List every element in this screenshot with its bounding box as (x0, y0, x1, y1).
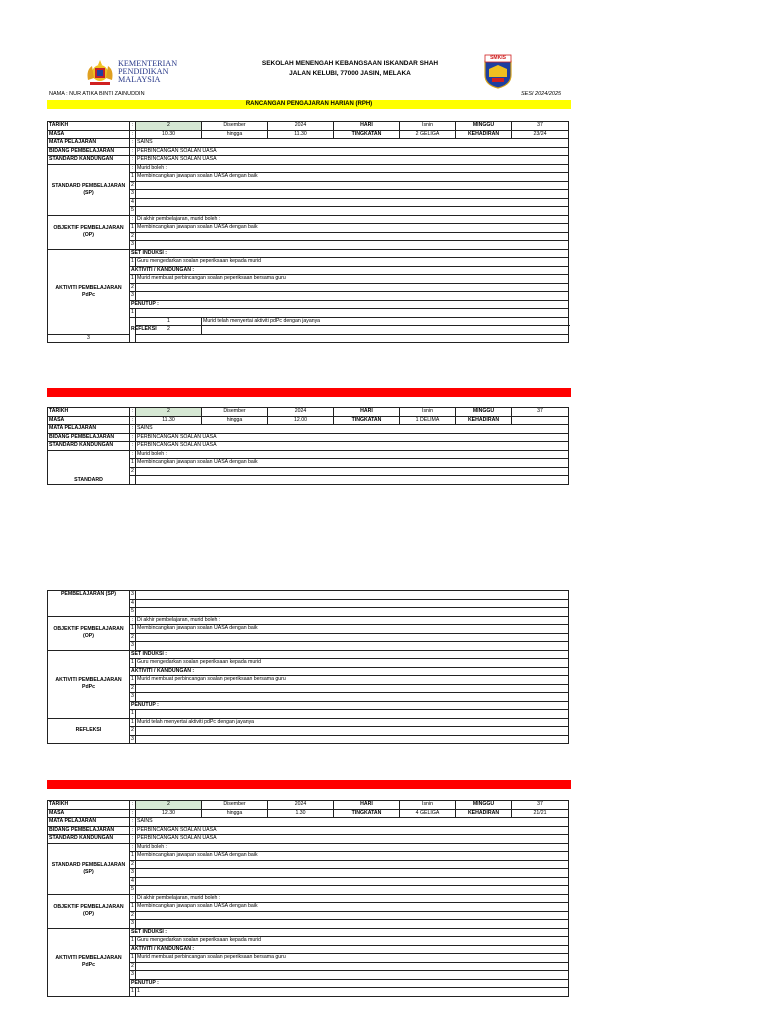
minggu-value: 37 (512, 122, 569, 131)
tarikh-day: 2 (136, 122, 202, 131)
refleksi-item-1: Murid telah menyertai aktiviti pdPc dengan jayanya (136, 718, 569, 727)
aktiviti-kandungan-heading: AKTIVITI / KANDUNGAN : (130, 667, 569, 676)
bidang-value: PERBINCANGAN SOALAN UASA (136, 826, 569, 835)
aktiviti-item-3 (136, 971, 569, 980)
label-tarikh: TARIKH (48, 801, 130, 810)
standard-kandungan-value: PERBINCANGAN SOALAN UASA (136, 442, 569, 451)
label-minggu: MINGGU (456, 122, 512, 131)
label-tingkatan: TINGKATAN (334, 130, 400, 139)
sp-item-1: Membincangkan jawapan soalan UASA dengan baik (136, 852, 569, 861)
rph-table-1: TARIKH : 2 Disember 2024 HARI Isnin MINGGU 37 MASA : 10.30 hingga 11.30 TINGKATAN 2 GELIGA KEHADIRAN 23/24 MATA PELAJARAN : SAINS BIDANG PEMBELAJARAN : PERBINCANGAN SOALAN UASA STANDARD KANDUNGAN : PERBINCANGAN SOALAN UASA STANDARD PEMBELAJARAN (SP) : Murid boleh : 1 Membincangkan jawapan soalan UASA dengan baik 2 3 4 5 OBJEKTIF PEMBELAJARAN (OP) : Di akhir pembelajaran, murid boleh : 1 Membincangkan jawapan soalan UASA dengan baik 2 3 AKTIVITI PEMBELAJARAN PdPc SET INDUKSI : 1 Guru mengedarkan soalan peperiksaan kepada murid AKTIVITI / KANDUNGAN : 1 Murid membuat perbincangan soalan peperiksaan bersama guru 2 3 PENUTUP : 1 REFLEKSI 1 Murid telah menyertai aktiviti pdPc dengan jayanya 2 3 (47, 121, 569, 343)
sp-intro: Murid boleh : (136, 843, 569, 852)
minggu-value: 37 (512, 801, 569, 810)
op-item-3 (136, 920, 569, 929)
sp-item-5 (136, 886, 569, 895)
aktiviti-item-1: Murid membuat perbincangan soalan peperiksaan bersama guru (136, 676, 569, 685)
page-title: RANCANGAN PENGAJARAN HARIAN (RPH) (47, 100, 571, 109)
label-hari: HARI (334, 122, 400, 131)
penutup-heading: PENUTUP : (130, 300, 569, 309)
sp-item-1: Membincangkan jawapan soalan UASA dengan baik (136, 459, 569, 468)
sp-item-1: Membincangkan jawapan soalan UASA dengan baik (136, 173, 569, 182)
masa-start: 11.30 (136, 416, 202, 425)
label-objektif: OBJEKTIF PEMBELAJARAN (OP) (48, 616, 130, 650)
aktiviti-item-1: Murid membuat perbincangan soalan peperiksaan bersama guru (136, 954, 569, 963)
sp-intro: Murid boleh : (136, 450, 569, 459)
op-item-1: Membincangkan jawapan soalan UASA dengan baik (136, 224, 569, 233)
label-standard-pembelajaran-bottom: PEMBELAJARAN (SP) (48, 591, 130, 617)
teacher-name: NAMA : NUR ATIKA BINTI ZAINUDDIN (49, 91, 145, 97)
masa-hingga: hingga (202, 130, 268, 139)
masa-end: 12.00 (268, 416, 334, 425)
school-address: JALAN KELUBI, 77000 JASIN, MELAKA (289, 70, 411, 77)
tarikh-day: 2 (136, 801, 202, 810)
set-induksi-heading: SET INDUKSI : (130, 928, 569, 937)
label-hari: HARI (334, 801, 400, 810)
label-mata-pelajaran: MATA PELAJARAN (48, 425, 130, 434)
penutup-heading: PENUTUP : (130, 701, 569, 710)
kpm-line2: PENDIDIKAN (118, 67, 169, 76)
set-induksi-item: Guru mengedarkan soalan peperiksaan kepada murid (136, 659, 569, 668)
minggu-value: 37 (512, 408, 569, 417)
label-minggu: MINGGU (456, 408, 512, 417)
aktiviti-kandungan-heading: AKTIVITI / KANDUNGAN : (130, 945, 569, 954)
tingkatan-value: 2 GELIGA (400, 130, 456, 139)
op-intro: Di akhir pembelajaran, murid boleh : (136, 894, 569, 903)
label-aktiviti: AKTIVITI PEMBELAJARAN PdPc (48, 650, 130, 718)
penutup-item-1: 1 (136, 988, 569, 997)
label-kehadiran: KEHADIRAN (456, 416, 512, 425)
bidang-value: PERBINCANGAN SOALAN UASA (136, 433, 569, 442)
label-bidang: BIDANG PEMBELAJARAN (48, 147, 130, 156)
refleksi-item-1: Murid telah menyertai aktiviti pdPc dengan jayanya (202, 317, 569, 326)
sp-item-2 (136, 860, 569, 869)
kehadiran-value: 21/21 (512, 809, 569, 818)
label-standard-kandungan: STANDARD KANDUNGAN (48, 442, 130, 451)
label-standard-pembelajaran: STANDARD PEMBELAJARAN (SP) (48, 164, 130, 215)
label-bidang: BIDANG PEMBELAJARAN (48, 826, 130, 835)
tingkatan-value: 4 GELIGA (400, 809, 456, 818)
label-standard-pembelajaran-top: STANDARD (48, 450, 130, 484)
school-name: SEKOLAH MENENGAH KEBANGSAAN ISKANDAR SHAH (261, 60, 439, 67)
sp-item-3 (136, 869, 569, 878)
label-standard-kandungan: STANDARD KANDUNGAN (48, 835, 130, 844)
standard-kandungan-value: PERBINCANGAN SOALAN UASA (136, 156, 569, 165)
aktiviti-item-2 (136, 962, 569, 971)
smkis-label: SMKIS (490, 55, 506, 61)
set-induksi-heading: SET INDUKSI : (130, 249, 569, 258)
rph-table-2: TARIKH : 2 Disember 2024 HARI Isnin MINGGU 37 MASA : 11.30 hingga 12.00 TINGKATAN 1 DELIMA KEHADIRAN MATA PELAJARAN : SAINS BIDANG PEMBELAJARAN : PERBINCANGAN SOALAN UASA STANDARD KANDUNGAN : PERBINCANGAN SOALAN UASA STANDARD : Murid boleh : 1 Membincangkan jawapan soalan UASA dengan baik 2 (47, 407, 569, 485)
hari-value: Isnin (400, 408, 456, 417)
kpm-line3: MALAYSIA (118, 75, 161, 84)
aktiviti-kandungan-heading: AKTIVITI / KANDUNGAN : (130, 266, 569, 275)
tarikh-month: Disember (202, 408, 268, 417)
masa-hingga: hingga (202, 416, 268, 425)
tarikh-month: Disember (202, 801, 268, 810)
masa-end: 1.30 (268, 809, 334, 818)
set-induksi-heading: SET INDUKSI : (130, 650, 569, 659)
label-aktiviti: AKTIVITI PEMBELAJARAN PdPc (48, 928, 130, 996)
op-intro: Di akhir pembelajaran, murid boleh : (136, 215, 569, 224)
label-masa: MASA (48, 130, 130, 139)
tarikh-year: 2024 (268, 122, 334, 131)
hari-value: Isnin (400, 122, 456, 131)
sp-intro: Murid boleh : (136, 164, 569, 173)
kehadiran-value: 23/24 (512, 130, 569, 139)
aktiviti-item-1: Murid membuat perbincangan soalan peperiksaan bersama guru (136, 275, 569, 284)
sp-item-4 (136, 877, 569, 886)
label-masa: MASA (48, 416, 130, 425)
session-year: SESI 2024/2025 (521, 91, 562, 97)
label-mata-pelajaran: MATA PELAJARAN (48, 139, 130, 148)
label-standard-kandungan: STANDARD KANDUNGAN (48, 156, 130, 165)
hari-value: Isnin (400, 801, 456, 810)
rph-table-2-continued: PEMBELAJARAN (SP) 3 4 5 OBJEKTIF PEMBELAJARAN (OP) : Di akhir pembelajaran, murid boleh : 1 Membincangkan jawapan soalan UASA dengan baik 2 3 AKTIVITI PEMBELAJARAN PdPc SET INDUKSI : 1 Guru mengedarkan soalan peperiksaan kepada murid AKTIVITI / KANDUNGAN : 1 Murid membuat perbincangan soalan peperiksaan bersama guru 2 3 PENUTUP : 1 REFLEKSI 1 Murid telah menyertai aktiviti pdPc dengan jayanya 2 3 (47, 590, 569, 744)
standard-kandungan-value: PERBINCANGAN SOALAN UASA (136, 835, 569, 844)
label-tingkatan: TINGKATAN (334, 416, 400, 425)
label-hari: HARI (334, 408, 400, 417)
mata-pelajaran-value: SAINS (136, 139, 569, 148)
label-kehadiran: KEHADIRAN (456, 130, 512, 139)
op-intro: Di akhir pembelajaran, murid boleh : (136, 616, 569, 625)
masa-start: 10.30 (136, 130, 202, 139)
masa-start: 12.30 (136, 809, 202, 818)
label-tarikh: TARIKH (48, 408, 130, 417)
label-objektif: OBJEKTIF PEMBELAJARAN (OP) (48, 215, 130, 249)
op-item-1: Membincangkan jawapan soalan UASA dengan baik (136, 625, 569, 634)
label-objektif: OBJEKTIF PEMBELAJARAN (OP) (48, 894, 130, 928)
mata-pelajaran-value: SAINS (136, 818, 569, 827)
mata-pelajaran-value: SAINS (136, 425, 569, 434)
tarikh-month: Disember (202, 122, 268, 131)
rph-table-3: TARIKH : 2 Disember 2024 HARI Isnin MINGGU 37 MASA : 12.30 hingga 1.30 TINGKATAN 4 GELIGA KEHADIRAN 21/21 MATA PELAJARAN : SAINS BIDANG PEMBELAJARAN : PERBINCANGAN SOALAN UASA STANDARD KANDUNGAN : PERBINCANGAN SOALAN UASA STANDARD PEMBELAJARAN (SP) : Murid boleh : 1 Membincangkan jawapan soalan UASA dengan baik 2 3 4 5 OBJEKTIF PEMBELAJARAN (OP) : Di akhir pembelajaran, murid boleh : 1 Membincangkan jawapan soalan UASA dengan baik 2 3 AKTIVITI PEMBELAJARAN PdPc SET INDUKSI : 1 Guru mengedarkan soalan peperiksaan kepada murid AKTIVITI / KANDUNGAN : 1 Murid membuat perbincangan soalan peperiksaan bersama guru 2 3 PENUTUP : 1 1 (47, 800, 569, 997)
masa-end: 11.30 (268, 130, 334, 139)
set-induksi-item: Guru mengedarkan soalan peperiksaan kepada murid (136, 258, 569, 267)
op-item-2 (136, 911, 569, 920)
label-bidang: BIDANG PEMBELAJARAN (48, 433, 130, 442)
tarikh-day: 2 (136, 408, 202, 417)
label-kehadiran: KEHADIRAN (456, 809, 512, 818)
op-item-1: Membincangkan jawapan soalan UASA dengan baik (136, 903, 569, 912)
kpm-line1: KEMENTERIAN (118, 59, 178, 68)
penutup-heading: PENUTUP : (130, 979, 569, 988)
label-minggu: MINGGU (456, 801, 512, 810)
masa-hingga: hingga (202, 809, 268, 818)
label-standard-pembelajaran: STANDARD PEMBELAJARAN (SP) (48, 843, 130, 894)
label-aktiviti: AKTIVITI PEMBELAJARAN PdPc (48, 249, 130, 334)
bidang-value: PERBINCANGAN SOALAN UASA (136, 147, 569, 156)
label-masa: MASA (48, 809, 130, 818)
label-refleksi: REFLEKSI (48, 718, 130, 744)
label-tingkatan: TINGKATAN (334, 809, 400, 818)
label-tarikh: TARIKH (48, 122, 130, 131)
label-refleksi: REFLEKSI (130, 317, 136, 343)
tarikh-year: 2024 (268, 801, 334, 810)
tarikh-year: 2024 (268, 408, 334, 417)
set-induksi-item: Guru mengedarkan soalan peperiksaan kepada murid (136, 937, 569, 946)
tingkatan-value: 1 DELIMA (400, 416, 456, 425)
label-mata-pelajaran: MATA PELAJARAN (48, 818, 130, 827)
